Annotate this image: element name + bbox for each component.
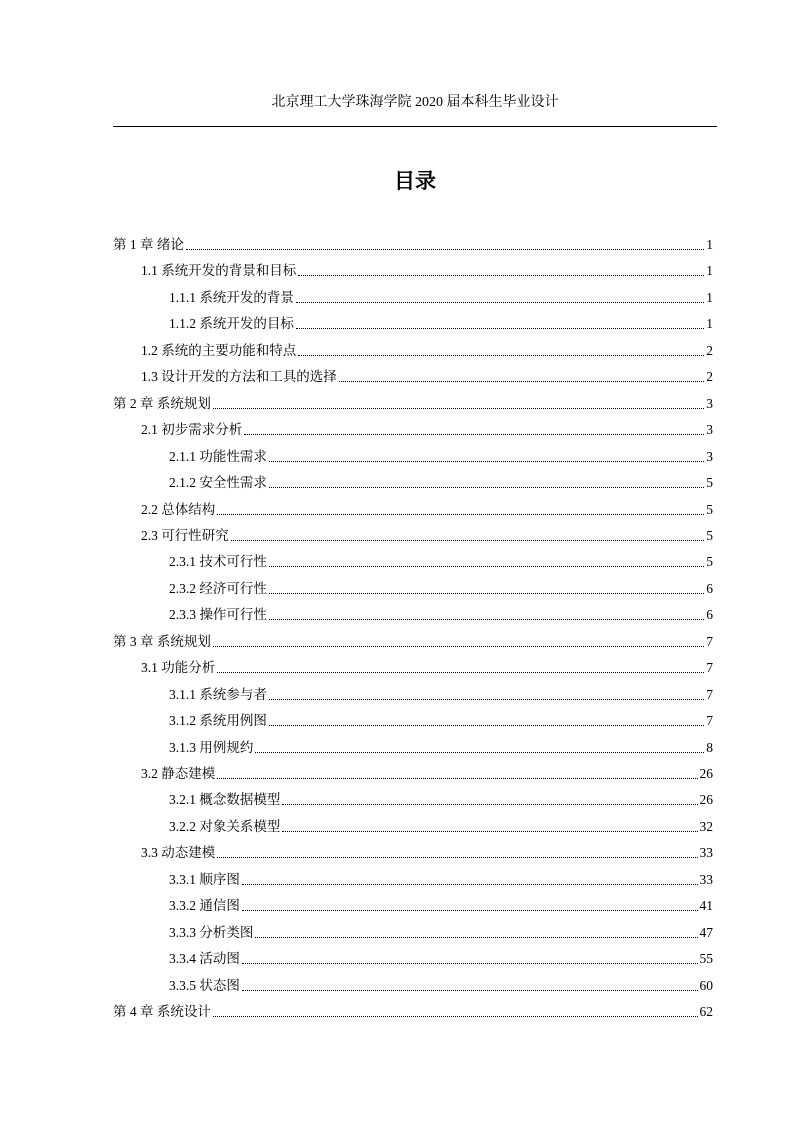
dot-leader bbox=[255, 937, 697, 938]
toc-entry-label: 第 3 章 系统规划 bbox=[113, 633, 211, 649]
toc-entry-page: 5 bbox=[706, 527, 713, 543]
toc-entry-page: 3 bbox=[706, 448, 713, 464]
toc-entry-label: 3.2.2 对象关系模型 bbox=[169, 818, 281, 834]
toc-entry-page: 62 bbox=[699, 1004, 713, 1020]
dot-leader bbox=[217, 857, 697, 858]
toc-entry[interactable] bbox=[141, 412, 713, 438]
toc-entry-page: 5 bbox=[706, 554, 713, 570]
dot-leader bbox=[242, 963, 698, 964]
toc-entry-label: 1.1.2 系统开发的目标 bbox=[169, 316, 294, 332]
toc-entry[interactable] bbox=[141, 518, 713, 544]
toc-entry-label: 2.3.3 操作可行性 bbox=[169, 607, 267, 623]
toc-entry[interactable] bbox=[169, 306, 713, 332]
dot-leader bbox=[242, 884, 698, 885]
toc-entry-page: 8 bbox=[706, 739, 713, 755]
header-divider bbox=[113, 126, 717, 127]
toc-entry-page: 7 bbox=[706, 660, 713, 676]
toc-entry-page: 7 bbox=[706, 686, 713, 702]
toc-entry-label: 2.1.1 功能性需求 bbox=[169, 448, 267, 464]
toc-entry-page: 1 bbox=[706, 289, 713, 305]
toc-entry[interactable] bbox=[169, 730, 713, 756]
dot-leader bbox=[298, 355, 704, 356]
toc-entry-label: 3.3.2 通信图 bbox=[169, 898, 240, 914]
dot-leader bbox=[282, 831, 697, 832]
toc-entry-label: 2.1.2 安全性需求 bbox=[169, 475, 267, 491]
toc-entry[interactable] bbox=[113, 386, 713, 412]
toc-entry[interactable] bbox=[169, 782, 713, 808]
toc-entry[interactable] bbox=[169, 968, 713, 994]
toc-entry-label: 3.1 功能分析 bbox=[141, 660, 216, 676]
toc-entry[interactable] bbox=[141, 359, 713, 385]
toc-entry-page: 2 bbox=[706, 342, 713, 358]
toc-entry-page: 33 bbox=[699, 871, 713, 887]
toc-entry[interactable] bbox=[169, 280, 713, 306]
toc-entry[interactable] bbox=[169, 465, 713, 491]
toc-entry[interactable] bbox=[169, 703, 713, 729]
dot-leader bbox=[217, 672, 704, 673]
toc-title: 目录 bbox=[394, 169, 436, 193]
dot-leader bbox=[213, 1016, 698, 1017]
toc-entry[interactable] bbox=[169, 941, 713, 967]
dot-leader bbox=[213, 646, 704, 647]
toc-entry[interactable] bbox=[113, 994, 713, 1020]
toc-entry-label: 1.3 设计开发的方法和工具的选择 bbox=[141, 369, 337, 385]
dot-leader bbox=[255, 752, 704, 753]
toc-entry-label: 3.2.1 概念数据模型 bbox=[169, 792, 281, 808]
toc-entry-label: 3.1.2 系统用例图 bbox=[169, 713, 267, 729]
toc-entry[interactable] bbox=[169, 862, 713, 888]
toc-entry-page: 33 bbox=[699, 845, 713, 861]
toc-entry-page: 60 bbox=[699, 977, 713, 993]
toc-entry-page: 26 bbox=[699, 766, 713, 781]
toc-entry-label: 3.3.5 状态图 bbox=[169, 977, 240, 993]
toc-entry-page: 7 bbox=[706, 713, 713, 729]
dot-leader bbox=[217, 514, 704, 515]
toc-entry-label: 3.3.1 顺序图 bbox=[169, 871, 240, 887]
toc-entry-label: 1.2 系统的主要功能和特点 bbox=[141, 342, 297, 358]
dot-leader bbox=[269, 461, 704, 462]
toc-entry-page: 41 bbox=[699, 898, 713, 914]
toc-entry-page: 6 bbox=[706, 607, 713, 623]
toc-entry[interactable] bbox=[169, 597, 713, 623]
toc-entry[interactable] bbox=[141, 756, 713, 782]
dot-leader bbox=[296, 328, 704, 329]
toc-entry-page: 2 bbox=[706, 369, 713, 385]
toc-entry-label: 第 4 章 系统设计 bbox=[113, 1004, 211, 1020]
dot-leader bbox=[269, 725, 704, 726]
toc-entry-label: 2.1 初步需求分析 bbox=[141, 422, 243, 438]
toc-entry[interactable] bbox=[169, 888, 713, 914]
dot-leader bbox=[339, 381, 705, 382]
toc-entry-label: 3.3.4 活动图 bbox=[169, 951, 240, 967]
dot-leader bbox=[282, 804, 697, 805]
toc-entry-label: 第 2 章 系统规划 bbox=[113, 395, 211, 411]
toc-entry[interactable] bbox=[169, 571, 713, 597]
dot-leader bbox=[213, 408, 704, 409]
toc-entry[interactable] bbox=[169, 915, 713, 941]
toc-entry-page: 5 bbox=[706, 501, 713, 517]
toc-entry-page: 3 bbox=[706, 422, 713, 438]
toc-entry-label: 3.3.3 分析类图 bbox=[169, 924, 254, 940]
toc-entry[interactable] bbox=[169, 809, 713, 835]
toc-entry-page: 32 bbox=[699, 818, 713, 834]
toc-entry[interactable] bbox=[113, 227, 713, 253]
dot-leader bbox=[269, 566, 704, 567]
toc-entry-label: 3.1.1 系统参与者 bbox=[169, 686, 267, 702]
toc-entry-page: 6 bbox=[706, 580, 713, 596]
toc-entry[interactable] bbox=[113, 624, 713, 650]
toc-entry-label: 3.1.3 用例规约 bbox=[169, 739, 254, 755]
dot-leader bbox=[217, 778, 697, 779]
dot-leader bbox=[269, 699, 704, 700]
dot-leader bbox=[269, 593, 704, 594]
toc-entry-label: 2.3.1 技术可行性 bbox=[169, 554, 267, 570]
toc-entry-label: 3.3 动态建模 bbox=[141, 845, 216, 861]
dot-leader bbox=[269, 487, 704, 488]
toc-entry[interactable] bbox=[169, 439, 713, 465]
toc-entry[interactable] bbox=[169, 544, 713, 570]
toc-entry[interactable] bbox=[141, 253, 713, 279]
toc-entry-label: 第 1 章 绪论 bbox=[113, 237, 184, 252]
toc-entry-label: 1.1 系统开发的背景和目标 bbox=[141, 263, 297, 279]
dot-leader bbox=[244, 434, 704, 435]
toc-entry[interactable] bbox=[141, 835, 713, 861]
dot-leader bbox=[242, 910, 698, 911]
toc-entry-label: 2.3.2 经济可行性 bbox=[169, 580, 267, 596]
toc-entry-label: 2.3 可行性研究 bbox=[141, 527, 229, 543]
dot-leader bbox=[298, 275, 704, 276]
dot-leader bbox=[186, 249, 704, 250]
toc-entry[interactable] bbox=[141, 492, 713, 518]
toc-entry-page: 55 bbox=[699, 951, 713, 967]
dot-leader bbox=[242, 990, 698, 991]
dot-leader bbox=[231, 540, 705, 541]
toc-entry-page: 1 bbox=[706, 316, 713, 332]
toc-entry-label: 3.2 静态建模 bbox=[141, 766, 216, 781]
toc-entry-page: 1 bbox=[706, 263, 713, 279]
toc-entry-page: 7 bbox=[706, 633, 713, 649]
toc-entry-page: 5 bbox=[706, 475, 713, 491]
toc-entry[interactable] bbox=[169, 677, 713, 703]
toc-entry[interactable] bbox=[141, 333, 713, 359]
toc-entry-page: 26 bbox=[699, 792, 713, 808]
dot-leader bbox=[269, 619, 704, 620]
page-header: 北京理工大学珠海学院 2020 届本科生毕业设计 bbox=[271, 95, 559, 110]
toc-entry-page: 47 bbox=[699, 924, 713, 940]
toc-entry-page: 1 bbox=[706, 237, 713, 252]
dot-leader bbox=[296, 302, 704, 303]
toc-entry-label: 1.1.1 系统开发的背景 bbox=[169, 289, 294, 305]
toc-entry-label: 2.2 总体结构 bbox=[141, 501, 216, 517]
toc-entry-page: 3 bbox=[706, 395, 713, 411]
toc-entry[interactable] bbox=[141, 650, 713, 676]
